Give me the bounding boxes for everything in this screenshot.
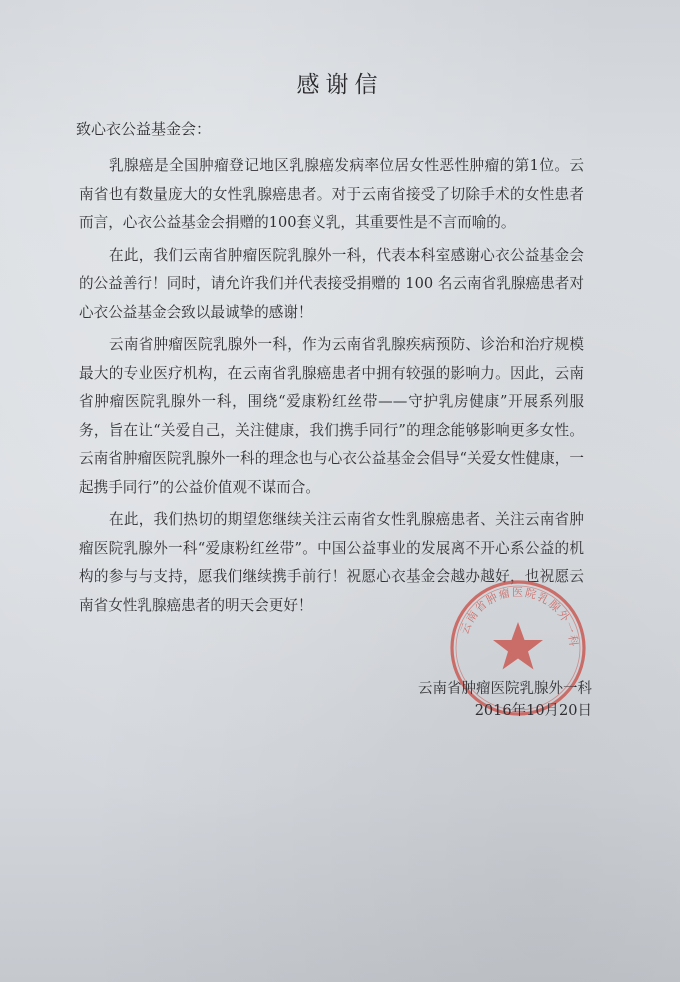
letter-paragraph: 云南省肿瘤医院乳腺外一科，作为云南省乳腺疾病预防、诊治和治疗规模最大的专业医疗机构，在云南省乳腺癌患者中拥有较强的影响力。因此，云南省肿瘤医院乳腺外一科，围绕“爱康粉红丝带——守护乳房健康”开展系列服务，旨在让“关爱自己，关注健康，我们携手同行”的理念能够影响更多女性。云南省肿瘤医院乳腺外一科的理念也与心衣公益基金会倡导“关爱女性健康，一起携手同行”的公益价值观不谋而合。 [79, 336, 584, 496]
letter-body [79, 152, 584, 624]
signature-date: 2016年10月20日 [474, 703, 592, 719]
letter-paragraph: 在此，我们云南省肿瘤医院乳腺外一科，代表本科室感谢心衣公益基金会的公益善行！同时，请允许我们并代表接受捐赠的 100 名云南省乳腺癌患者对心衣公益基金会致以最诚挚的感谢！ [79, 246, 584, 321]
letter-title: 感谢信 [296, 72, 384, 98]
letter-paragraph: 在此，我们热切的期望您继续关注云南省女性乳腺癌患者、关注云南省肿瘤医院乳腺外一科“爱康粉红丝带”。中国公益事业的发展离不开心系公益的机构的参与与支持，愿我们继续携手前行！祝愿心衣基金会越办越好，也祝愿云南省女性乳腺癌患者的明天会更好！ [79, 511, 584, 614]
seal-text: 云南省肿瘤医院乳腺外一科 [457, 585, 581, 649]
letter-salutation: 致心衣公益基金会： [76, 120, 212, 138]
star-icon [493, 622, 543, 670]
letter-signature [418, 678, 592, 722]
letter-paragraph: 乳腺癌是全国肿瘤登记地区乳腺癌发病率位居女性恶性肿瘤的第1位。云南省也有数量庞大的女性乳腺癌患者。对于云南省接受了切除手术的女性患者而言，心衣公益基金会捐赠的100套义乳，其重要性是不言而喻的。 [79, 157, 584, 231]
signature-org: 云南省肿瘤医院乳腺外一科 [418, 681, 592, 697]
